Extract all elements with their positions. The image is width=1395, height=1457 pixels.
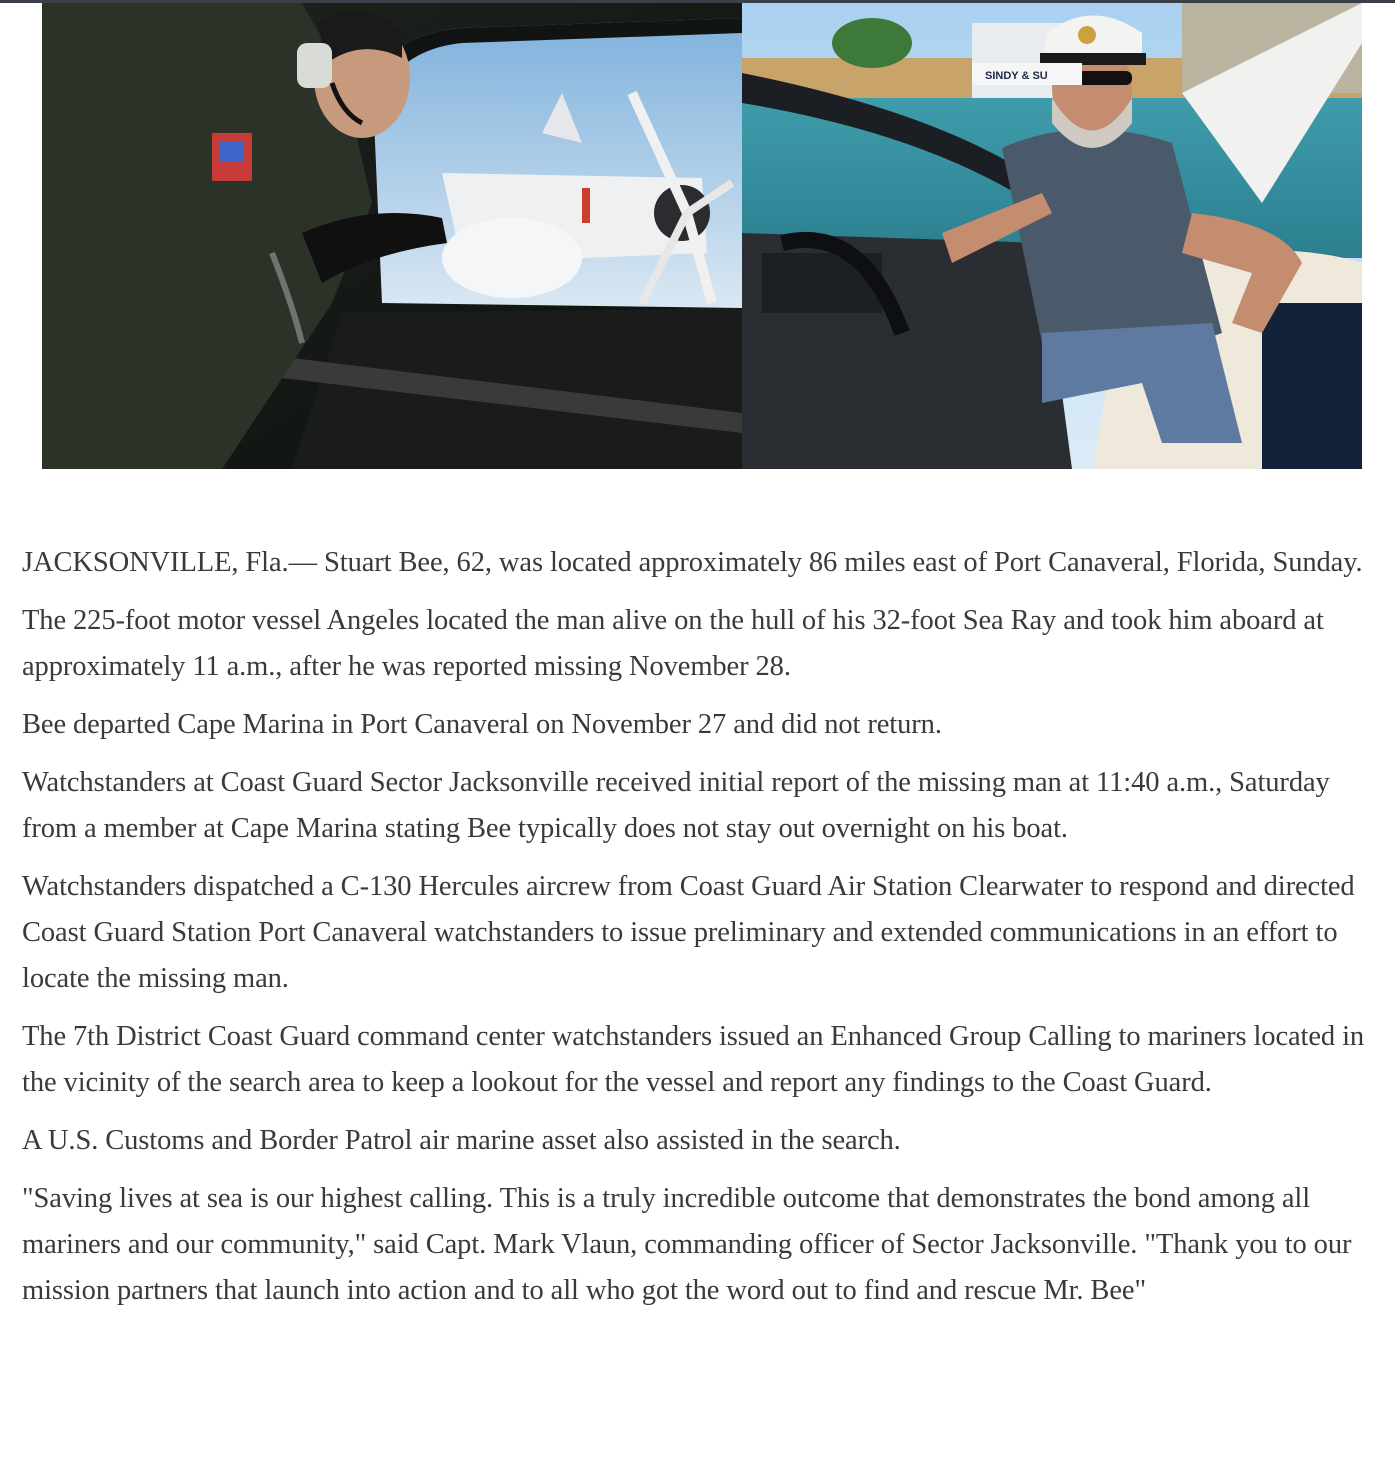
article-paragraph: "Saving lives at sea is our highest calling. This is a truly incredible outcome that demonstrates the bond among all mariners and our community," said Capt. Mark Vlaun, commanding officer of Sector Jacksonville. "Thank you to our mission partners that launch into action and to all who got the word out to find and rescue Mr. Bee" [22,1183,1352,1306]
article-paragraph: The 7th District Coast Guard command center watchstanders issued an Enhanced Group Calling to mariners located in the vicinity of the search area to keep a lookout for the vessel and report any findings to the Coast Guard. [22,1021,1365,1098]
photo-strip [42,3,1362,469]
boat-name-text: SINDY & SU [985,70,1048,82]
article-paragraph: Bee departed Cape Marina in Port Canaveral on November 27 and did not return. [22,709,942,740]
article-paragraph: Watchstanders at Coast Guard Sector Jacksonville received initial report of the missing man at 11:40 a.m., Saturday from a member at Cape Marina stating Bee typically does not stay out overnight on his boat. [22,767,1330,844]
article-paragraph: Watchstanders dispatched a C-130 Hercules aircrew from Coast Guard Air Station Clearwater to respond and directed Coast Guard Station Port Canaveral watchstanders to issue preliminary and extended communications in an effort to locate the missing man. [22,871,1355,994]
boat-captain-photo-illustration [742,3,1362,469]
article-body [22,540,1387,1326]
aircrew-window-photo-illustration [42,3,742,469]
aircrew-window-photo [42,3,742,469]
article-paragraph: JACKSONVILLE, Fla.— Stuart Bee, 62, was located approximately 86 miles east of Port Canaveral, Florida, Sunday. [22,547,1363,578]
boat-captain-photo [742,3,1362,469]
article-paragraph: A U.S. Customs and Border Patrol air marine asset also assisted in the search. [22,1125,901,1156]
article-paragraph: The 225-foot motor vessel Angeles located the man alive on the hull of his 32-foot Sea Ray and took him aboard at approximately 11 a.m., after he was reported missing November 28. [22,605,1324,682]
